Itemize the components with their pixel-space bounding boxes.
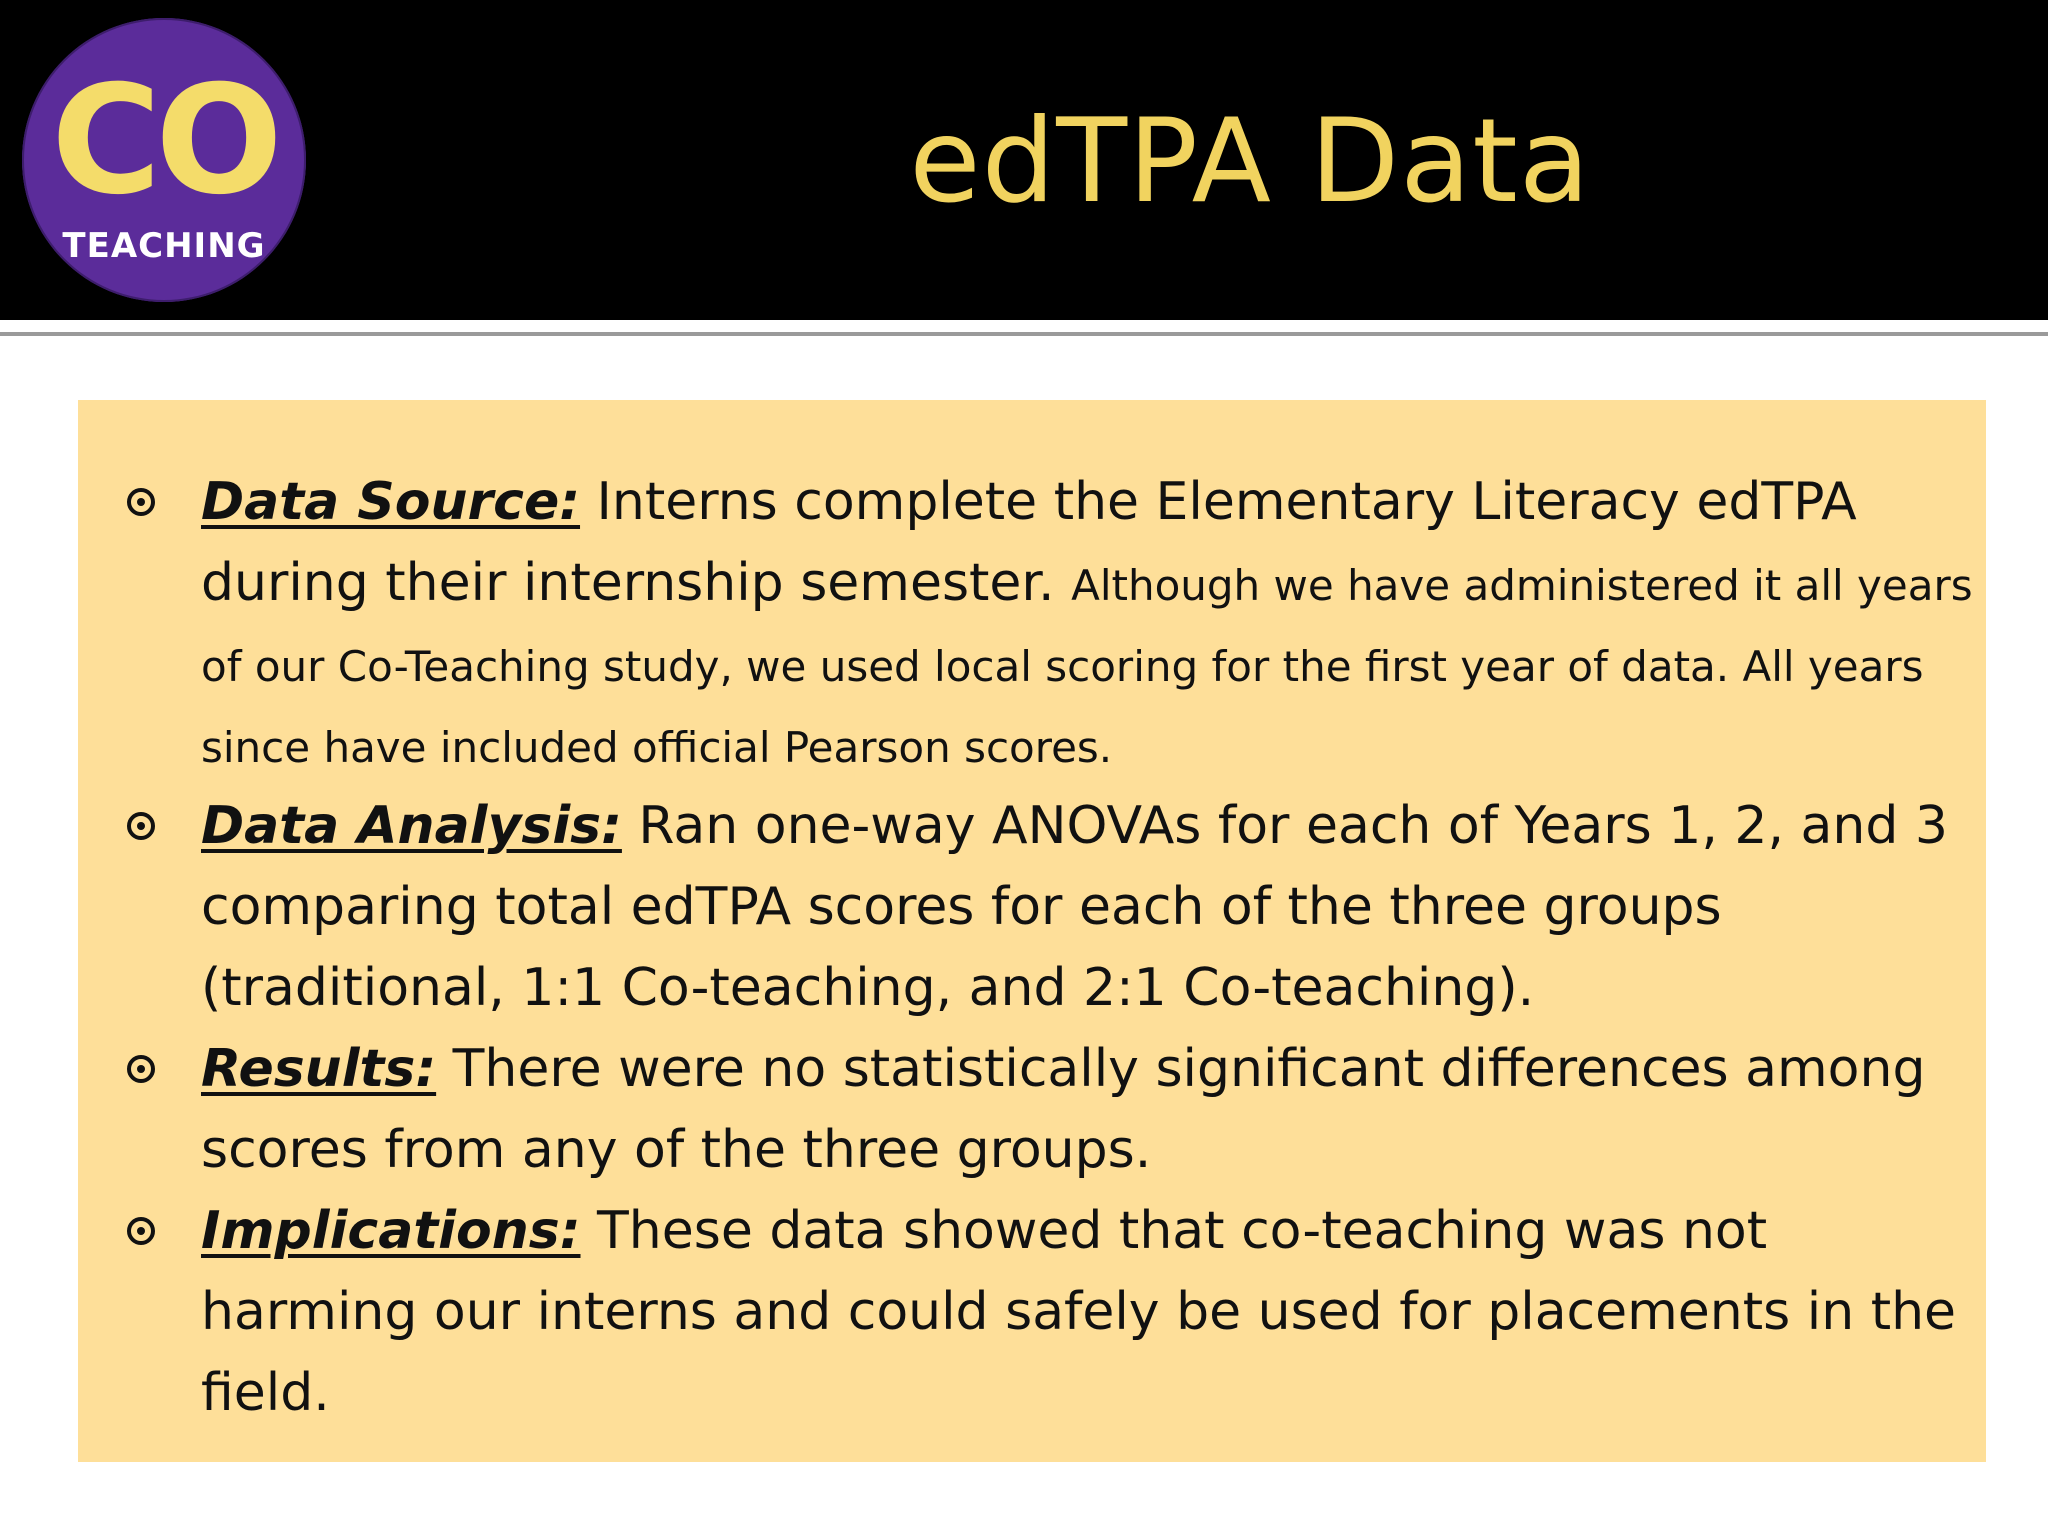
circle-bullet-icon xyxy=(127,1217,155,1245)
bullet-text: These data showed that co-teaching was not harming our interns and could safely be used for placements in the field. xyxy=(201,1201,1957,1423)
bullet-label: Implications: xyxy=(201,1201,581,1261)
bullet-text: There were no statistically significant differences among scores from any of the three groups. xyxy=(201,1039,1926,1180)
bullet-text: Ran one-way ANOVAs for each of Years 1, 2, and 3 comparing total edTPA scores for each of the three groups (traditional, 1:1 Co-teaching, and 2:1 Co-teaching). xyxy=(201,796,1948,1018)
header-divider-white xyxy=(0,320,2048,326)
co-teaching-logo xyxy=(22,18,306,302)
slide-title: edTPA Data xyxy=(909,94,1591,229)
header-divider-grey xyxy=(0,332,2048,336)
bullet-data-source xyxy=(78,462,1986,786)
bullet-data-analysis xyxy=(78,786,1986,1029)
bullet-label: Results: xyxy=(201,1039,437,1099)
circle-bullet-icon xyxy=(127,1055,155,1083)
bullet-small-text: Although we have administered it all years of our Co-Teaching study, we used local scoring for the first year of data. All years since have included official Pearson scores. xyxy=(201,561,1973,772)
logo-teaching-text: TEACHING xyxy=(62,226,266,266)
bullet-label: Data Source: xyxy=(201,472,581,532)
slide-header xyxy=(0,0,2048,320)
circle-bullet-icon xyxy=(127,488,155,516)
content-panel xyxy=(78,400,1986,1462)
bullet-results xyxy=(78,1029,1986,1191)
bullet-list xyxy=(78,462,1986,1434)
bullet-text: Interns complete the Elementary Literacy edTPA during their internship semester. xyxy=(201,472,1857,613)
bullet-implications xyxy=(78,1191,1986,1434)
logo-co-text: CO xyxy=(51,54,277,228)
bullet-label: Data Analysis: xyxy=(201,796,622,856)
circle-bullet-icon xyxy=(127,812,155,840)
